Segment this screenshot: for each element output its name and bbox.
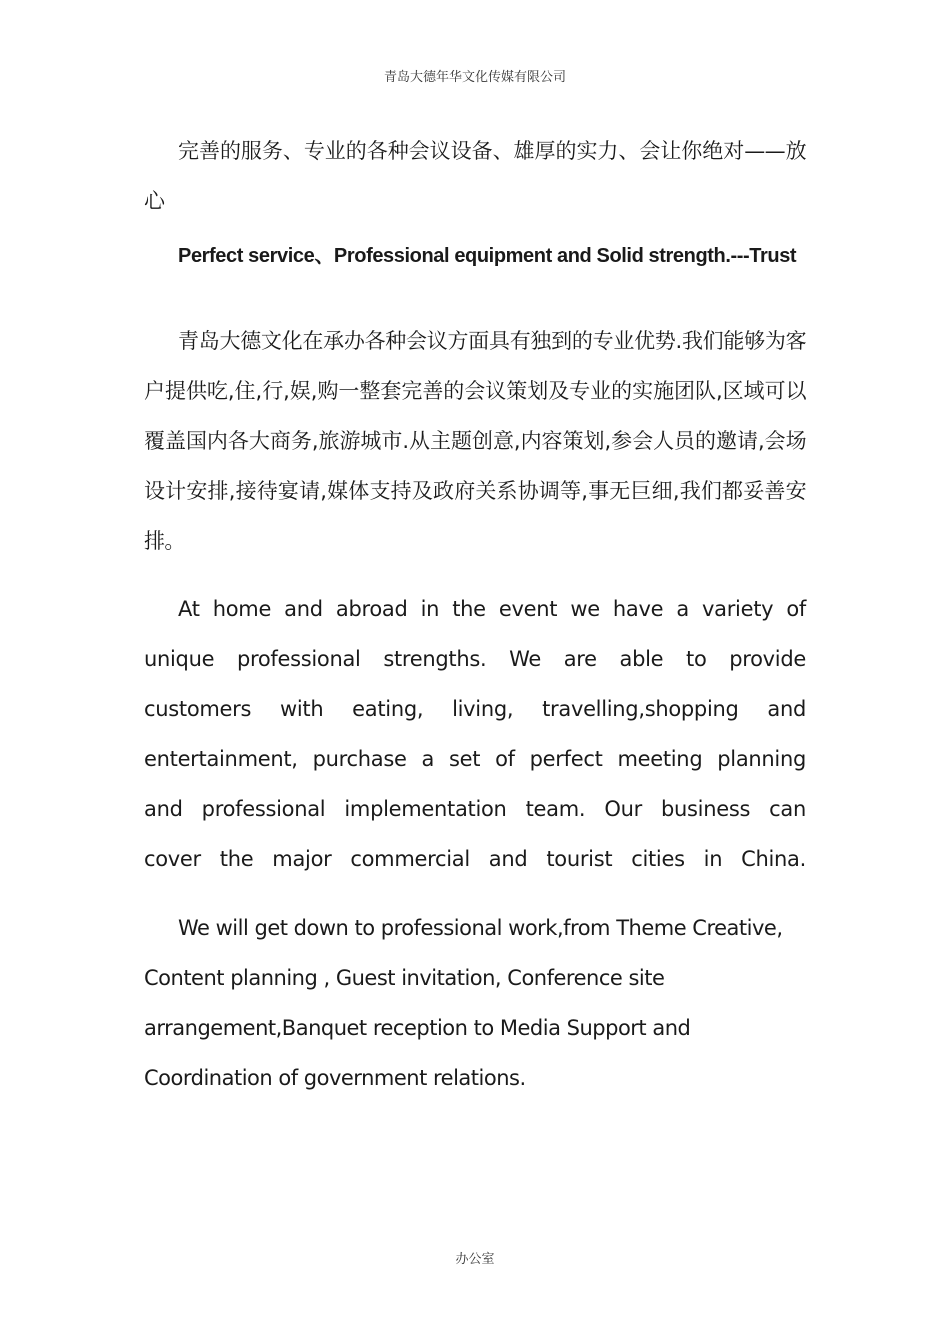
company-name: 青岛大德年华文化传媒有限公司 (383, 70, 566, 85)
english-services-paragraph: We will get down to professional work,from Theme Creative, Content planning , Guest invitation, Conference site arrangement,Banquet reception to Media Support and Coordination of government relations. (144, 916, 783, 1090)
english-slogan-paragraph: Perfect service、Professional equipment and Solid strength.---Trust (178, 245, 797, 267)
english-body-paragraph: At home and abroad in the event we have a variety of unique professional strengths. We are able to provide customers with eating, living, travelling,shopping and entertainment, purchase a set of perfect meeting planning and professional implementation team. Our business can cover the major commercial and tourist cities in China. (144, 597, 806, 871)
page-header (0, 66, 950, 85)
chinese-body-paragraph: 青岛大德文化在承办各种会议方面具有独到的专业优势.我们能够为客户提供吃,住,行,娱,购一整套完善的会议策划及专业的实施团队,区域可以覆盖国内各大商务,旅游城市.从主题创意,内容策划,参会人员的邀请,会场设计安排,接待宴请,媒体支持及政府关系协调等,事无巨细,我们都妥善安排。 (144, 329, 806, 553)
chinese-intro-paragraph: 完善的服务、专业的各种会议设备、雄厚的实力、会让你绝对——放心 (144, 139, 806, 213)
page-footer (0, 1248, 950, 1267)
footer-label: 办公室 (455, 1252, 495, 1267)
